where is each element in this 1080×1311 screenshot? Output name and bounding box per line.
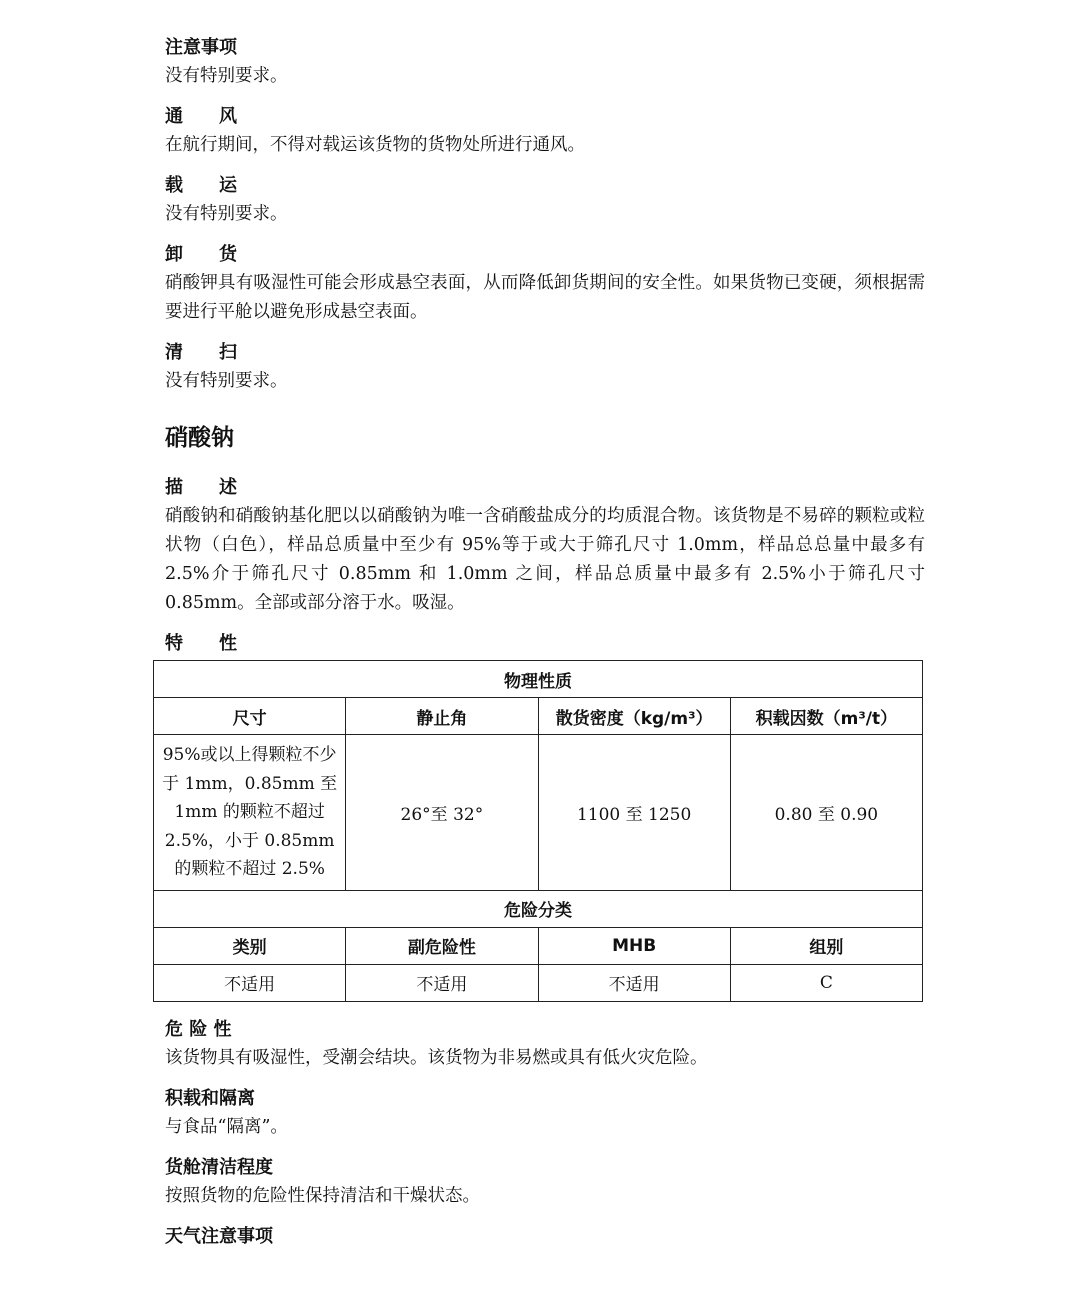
column-header-mhb: MHB: [538, 927, 730, 964]
table-row: [154, 927, 923, 964]
section-text-hold-cleanliness: 按照货物的危险性保持清洁和干燥状态。: [165, 1185, 480, 1206]
cell-subsidiary-hazard: 不适用: [346, 964, 538, 1001]
characteristics-table: [153, 660, 923, 1002]
column-header-subsidiary-hazard: 副危险性: [346, 927, 538, 964]
cell-angle-of-repose: 26°至 32°: [346, 735, 538, 891]
cell-size: 95%或以上得颗粒不少于 1mm，0.85mm 至 1mm 的颗粒不超过 2.5%，小于 0.85mm 的颗粒不超过 2.5%: [154, 735, 346, 891]
section-heading-clean-up: 清 扫: [165, 342, 237, 363]
section-text-hazard: 该货物具有吸湿性，受潮会结块。该货物为非易燃或具有低火灾危险。: [165, 1047, 708, 1068]
cargo-title: 硝酸钠: [165, 425, 234, 451]
section-text-carriage: 没有特别要求。: [165, 204, 288, 224]
column-header-angle-of-repose: 静止角: [346, 698, 538, 735]
section-text-discharge: 硝酸钾具有吸湿性可能会形成悬空表面，从而降低卸货期间的安全性。如果货物已变硬，须根据需要进行平舱以避免形成悬空表面。: [165, 273, 925, 322]
section-heading-hazard: 危 险 性: [165, 1018, 232, 1040]
physical-properties-title: 物理性质: [154, 661, 923, 698]
section-heading-ventilation: 通 风: [165, 106, 237, 127]
section-heading-carriage: 载 运: [165, 175, 237, 196]
cell-group: C: [730, 964, 922, 1001]
hazard-classification-title: 危险分类: [154, 890, 923, 927]
section-heading-hold-cleanliness: 货舱清洁程度: [165, 1156, 273, 1178]
section-heading-description: 描 述: [165, 477, 237, 498]
section-heading-precautions: 注意事项: [165, 37, 237, 58]
section-text-description: 硝酸钠和硝酸钠基化肥以以硝酸钠为唯一含硝酸盐成分的均质混合物。该货物是不易碎的颗粒或粒状物（白色），样品总质量中至少有 95%等于或大于筛孔尺寸 1.0mm，样品总总量中最多有 2.5%介于筛孔尺寸 0.85mm 和 1.0mm 之间，样品总质量中最多有 2.5%小于筛孔尺寸 0.85mm。全部或部分溶于水。吸湿。: [165, 506, 925, 613]
column-header-class: 类别: [154, 927, 346, 964]
column-header-stowage-factor: 积载因数（m³/t）: [730, 698, 922, 735]
column-header-bulk-density: 散货密度（kg/m³）: [538, 698, 730, 735]
section-heading-discharge: 卸 货: [165, 244, 237, 265]
table-row: [154, 890, 923, 927]
section-text-clean-up: 没有特别要求。: [165, 371, 288, 391]
table-row: [154, 964, 923, 1001]
column-header-group: 组别: [730, 927, 922, 964]
section-text-stowage-segregation: 与食品“隔离”。: [165, 1116, 288, 1137]
section-text-ventilation: 在航行期间，不得对载运该货物的货物处所进行通风。: [165, 135, 585, 155]
cell-class: 不适用: [154, 964, 346, 1001]
table-row: [154, 735, 923, 891]
cell-bulk-density: 1100 至 1250: [538, 735, 730, 891]
table-row: [154, 698, 923, 735]
column-header-size: 尺寸: [154, 698, 346, 735]
cell-stowage-factor: 0.80 至 0.90: [730, 735, 922, 891]
table-row: [154, 661, 923, 698]
section-heading-weather-precautions: 天气注意事项: [165, 1225, 273, 1247]
section-text-precautions: 没有特别要求。: [165, 66, 288, 86]
section-heading-characteristics: 特 性: [165, 633, 237, 654]
cell-mhb: 不适用: [538, 964, 730, 1001]
section-heading-stowage-segregation: 积载和隔离: [165, 1087, 255, 1109]
document-page: [162, 34, 925, 1251]
